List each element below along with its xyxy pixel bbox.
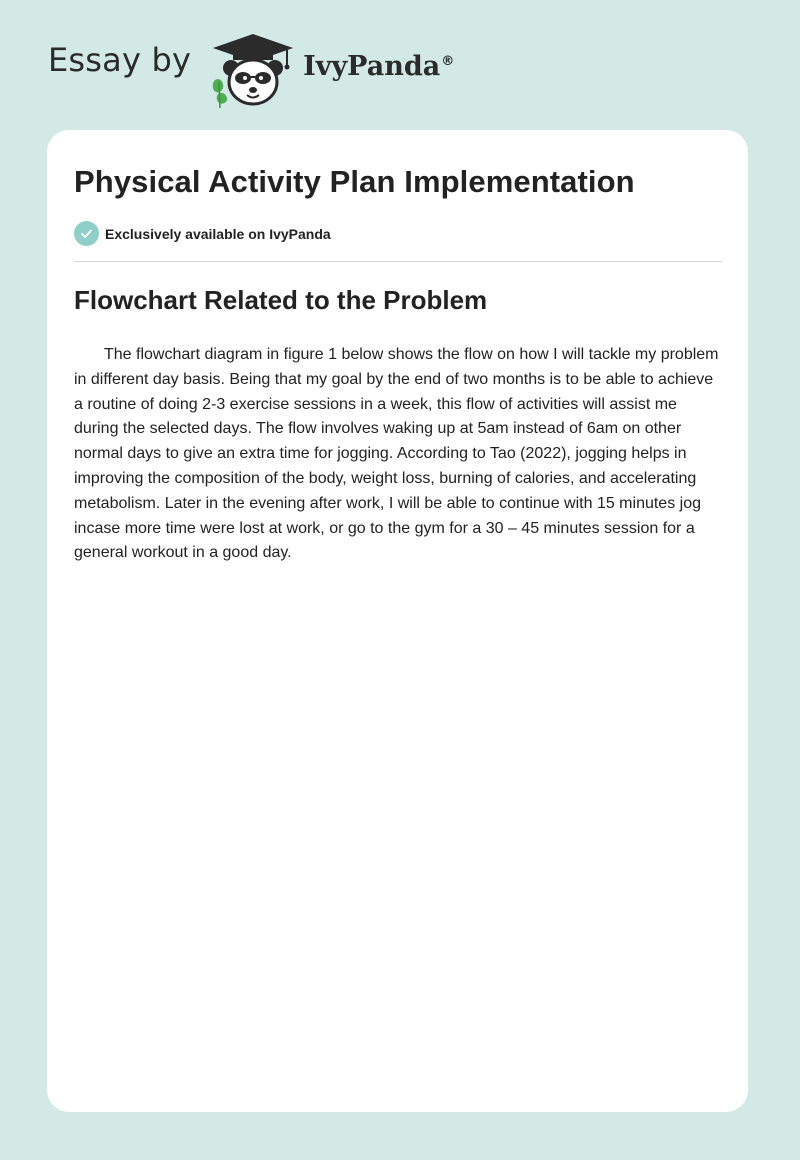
badge-text: Exclusively available on IvyPanda xyxy=(105,225,331,242)
check-circle-icon xyxy=(74,221,99,246)
brand-header xyxy=(48,30,454,110)
body-paragraph: The flowchart diagram in figure 1 below shows the flow on how I will tackle my problem in different day basis. Being that my goal by the end of two months is to be able to achieve a routine of doing 2-3 exercise sessions in a week, this flow of activities will assist me during the selected days. The flow involves waking up at 5am instead of 6am on other normal days to give an extra time for jogging. According to Tao (2022), jogging helps in improving the composition of the body, weight loss, burning of calories, and accelerating metabolism. Later in the evening after work, I will be able to continue with 15 minutes jog incase more time were lost at work, or go to the gym for a 30 – 45 minutes session for a general workout in a good day. xyxy=(74,346,719,562)
brand-name xyxy=(303,51,454,82)
brand-name-text: IvyPanda xyxy=(303,50,441,82)
article-card xyxy=(47,130,748,1112)
brand-prefix: Essay by xyxy=(48,41,192,79)
page-title: Physical Activity Plan Implementation xyxy=(74,164,635,199)
divider xyxy=(74,261,722,262)
registered-mark: ® xyxy=(441,53,455,69)
exclusive-badge xyxy=(74,221,331,246)
section-heading: Flowchart Related to the Problem xyxy=(74,285,488,315)
panda-graduate-icon xyxy=(207,30,299,110)
